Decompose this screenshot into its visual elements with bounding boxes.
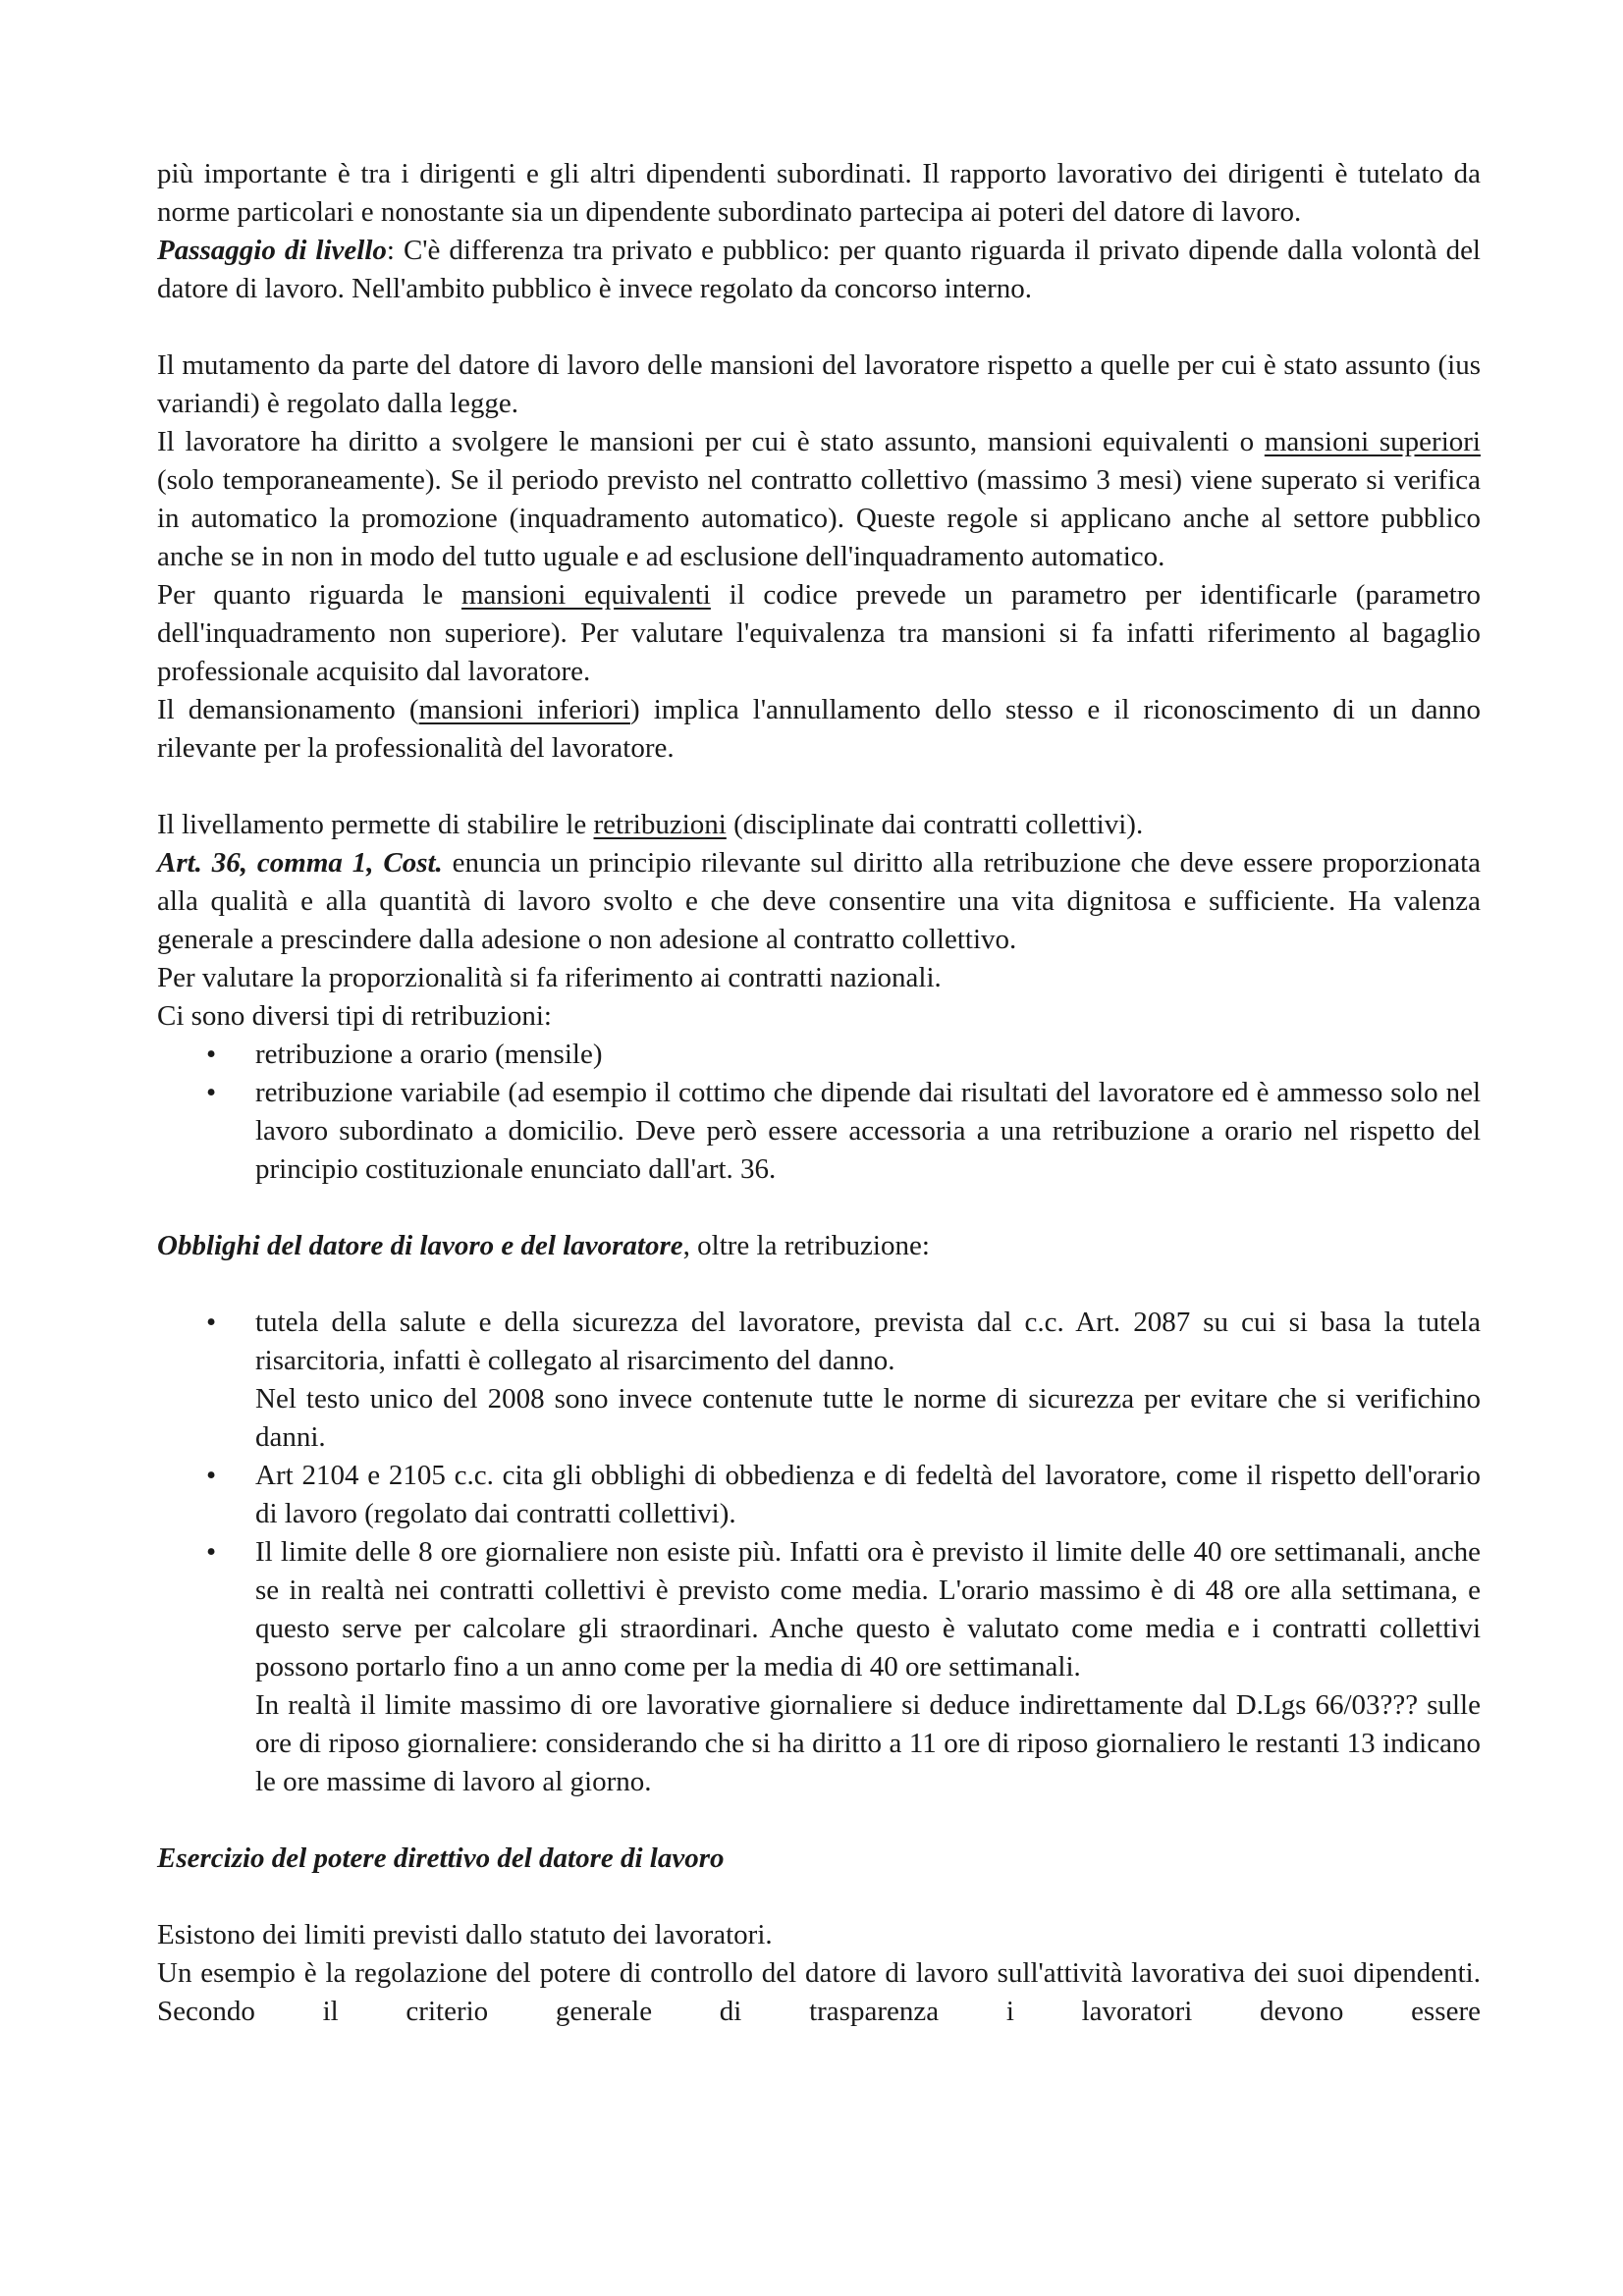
bullet-icon: • xyxy=(206,1536,217,1568)
list-obblighi xyxy=(157,1304,1481,1801)
paragraph-dirigenti: più importante è tra i dirigenti e gli altri dipendenti subordinati. Il rapporto lavorativo dei dirigenti è tutelato da norme particolari e nonostante sia un dipendente subordinato partecipa ai poteri del datore di lavoro. xyxy=(157,158,1481,228)
paragraph-passaggio-livello: Passaggio di livello: C'è differenza tra privato e pubblico: per quanto riguarda il privato dipende dalla volontà del datore di lavoro. Nell'ambito pubblico è invece regolato da concorso interno. xyxy=(157,235,1481,304)
list-item: • retribuzione a orario (mensile) xyxy=(157,1036,1481,1074)
term-passaggio-livello: Passaggio di livello xyxy=(157,235,387,266)
list-item: • tutela della salute e della sicurezza del lavoratore, prevista dal c.c. Art. 2087 su cui si basa la tutela risarcitoria, infatti è collegato al risarcimento del danno. Nel testo unico del 2008 sono invece contenute tutte le norme di sicurezza per evitare che si verifichino danni. xyxy=(157,1304,1481,1457)
list-item: • Art 2104 e 2105 c.c. cita gli obblighi di obbedienza e di fedeltà del lavoratore, come il rispetto dell'orario di lavoro (regolato dai contratti collettivi). xyxy=(157,1457,1481,1533)
paragraph-mansioni-superiori: Il lavoratore ha diritto a svolgere le mansioni per cui è stato assunto, mansioni equivalenti o mansioni superiori (solo temporaneamente). Se il periodo previsto nel contratto collettivo (massimo 3 mesi) viene superato si verifica in automatico la promozione (inquadramento automatico). Queste regole si applicano anche al settore pubblico anche se in non in modo del tutto uguale e ad esclusione dell'inquadramento automatico. xyxy=(157,426,1481,572)
bullet-icon: • xyxy=(206,1307,217,1338)
paragraph-potere-controllo: Un esempio è la regolazione del potere di controllo del datore di lavoro sull'attività lavorativa dei suoi dipendenti. Secondo il criterio generale di trasparenza i lavoratori devono essere xyxy=(157,1957,1481,2027)
paragraph-mansioni-equivalenti: Per quanto riguarda le mansioni equivalenti il codice prevede un parametro per identificarle (parametro dell'inquadramento non superiore). Per valutare l'equivalenza tra mansioni si fa infatti riferimento al bagaglio professionale acquisito dal lavoratore. xyxy=(157,579,1481,687)
paragraph-art-36: Art. 36, comma 1, Cost. enuncia un principio rilevante sul diritto alla retribuzione che deve essere proporzionata alla qualità e alla quantità di lavoro svolto e che deve consentire una vita dignitosa e sufficiente. Ha valenza generale a prescindere dalla adesione o non adesione al contratto collettivo. xyxy=(157,847,1482,955)
paragraph-proporzionalita: Per valutare la proporzionalità si fa riferimento ai contratti nazionali. xyxy=(157,962,942,993)
paragraph-limiti-statuto: Esistono dei limiti previsti dallo statuto dei lavoratori. xyxy=(157,1919,773,1950)
heading-potere-direttivo: Esercizio del potere direttivo del datore di lavoro xyxy=(157,1842,725,1874)
heading-obblighi: Obblighi del datore di lavoro e del lavoratore, oltre la retribuzione: xyxy=(157,1230,930,1261)
paragraph-livellamento: Il livellamento permette di stabilire le retribuzioni (disciplinate dai contratti collettivi). xyxy=(157,809,1144,840)
list-item: • retribuzione variabile (ad esempio il cottimo che dipende dai risultati del lavoratore ed è ammesso solo nel lavoro subordinato a domicilio. Deve però essere accessoria a una retribuzione a orario nel rispetto del principio costituzionale enunciato dall'art. 36. xyxy=(157,1074,1481,1189)
term-mansioni-inferiori: mansioni inferiori xyxy=(418,694,630,725)
term-art-36: Art. 36, comma 1, Cost. xyxy=(157,847,443,879)
bullet-icon: • xyxy=(206,1039,217,1070)
paragraph-ius-variandi: Il mutamento da parte del datore di lavoro delle mansioni del lavoratore rispetto a quelle per cui è stato assunto (ius variandi) è regolato dalla legge. xyxy=(157,349,1481,419)
paragraph-tipi-retribuzioni: Ci sono diversi tipi di retribuzioni: xyxy=(157,1000,552,1032)
bullet-icon: • xyxy=(206,1460,217,1491)
list-item: • Il limite delle 8 ore giornaliere non esiste più. Infatti ora è previsto il limite delle 40 ore settimanali, anche se in realtà nei contratti collettivi è previsto come media. L'orario massimo è di 48 ore alla settimana, e questo serve per calcolare gli straordinari. Anche questo è valutato come media e i contratti collettivi possono portarlo fino a un anno come per la media di 40 ore settimanali. In realtà il limite massimo di ore lavorative giornaliere si deduce indirettamente dal D.Lgs 66/03??? sulle ore di riposo giornaliere: considerando che si ha diritto a 11 ore di riposo giornaliero le restanti 13 indicano le ore massime di lavoro al giorno. xyxy=(157,1533,1481,1801)
bullet-icon: • xyxy=(206,1077,217,1108)
term-retribuzioni: retribuzioni xyxy=(593,809,727,840)
paragraph-demansionamento: Il demansionamento (mansioni inferiori) implica l'annullamento dello stesso e il riconoscimento di un danno rilevante per la professionalità del lavoratore. xyxy=(157,694,1482,764)
term-mansioni-superiori: mansioni superiori xyxy=(1264,426,1481,457)
document-page xyxy=(157,155,1481,2031)
term-mansioni-equivalenti: mansioni equivalenti xyxy=(460,579,711,611)
list-tipi-retribuzioni xyxy=(157,1036,1481,1189)
